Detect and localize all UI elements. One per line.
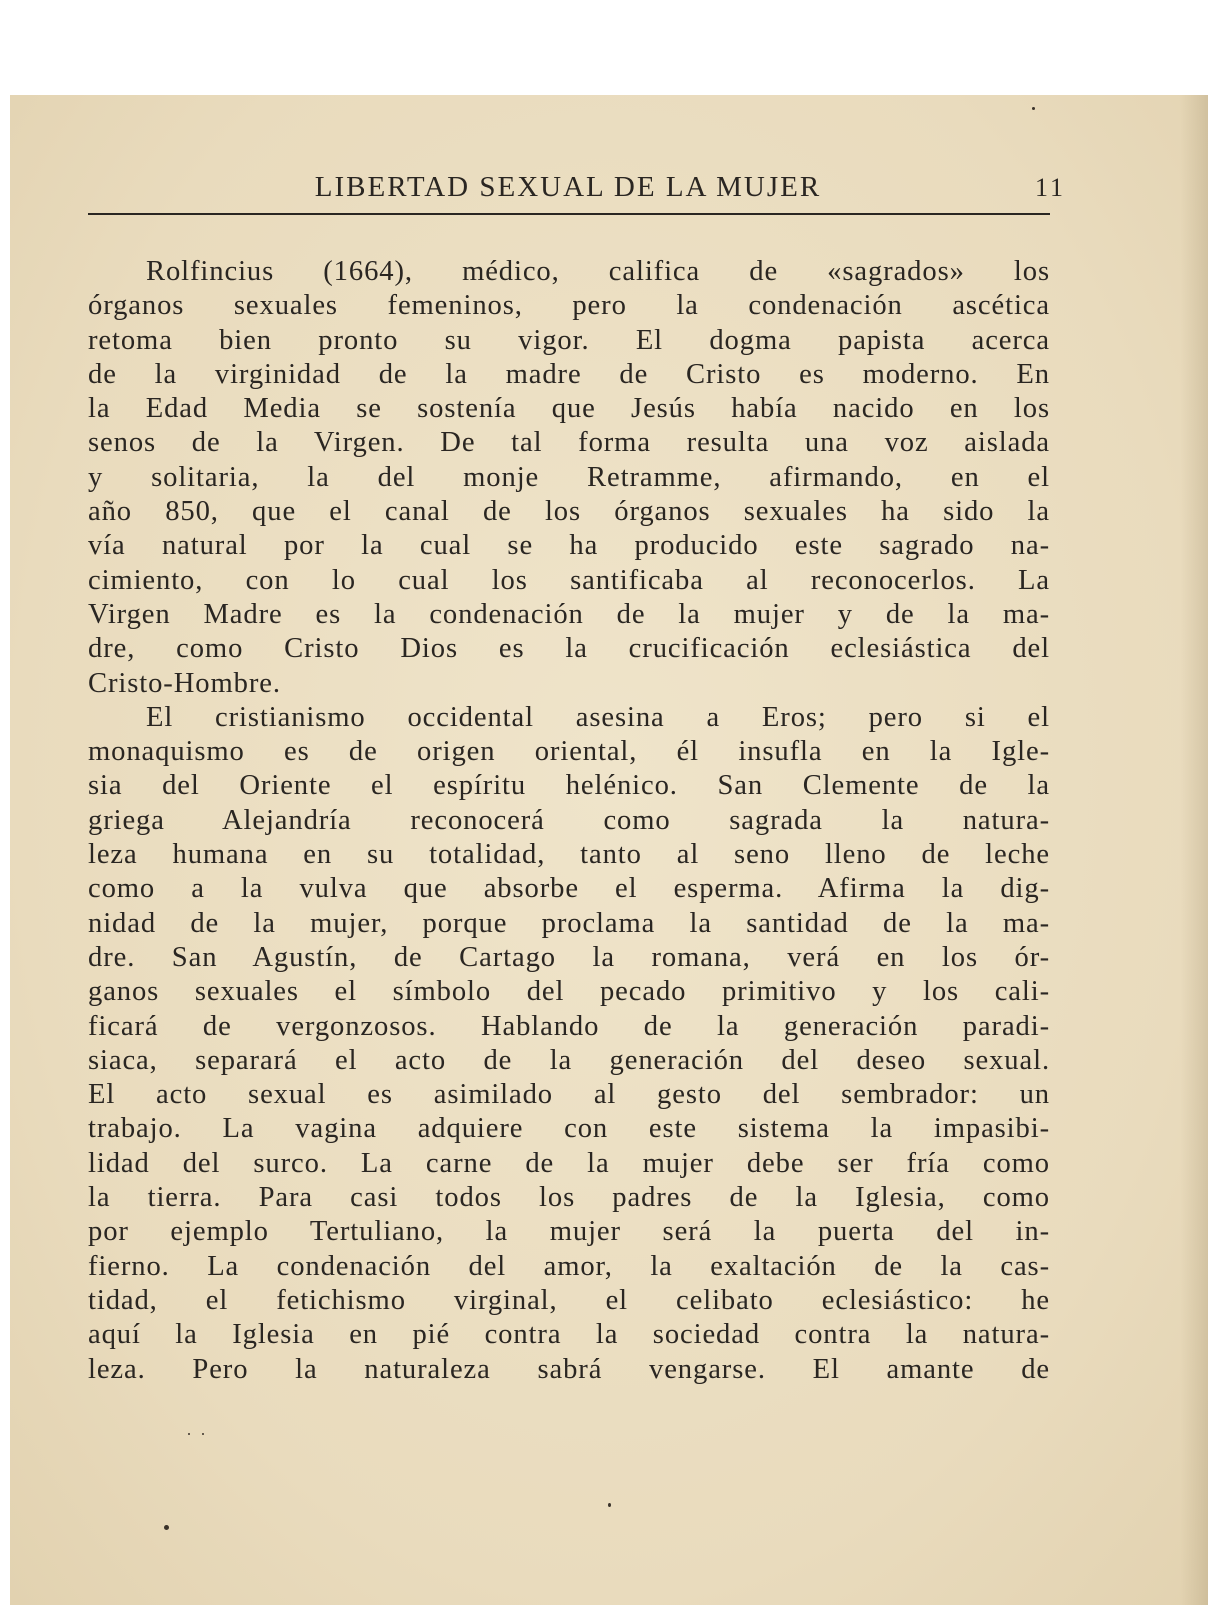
text-line: nidad de la mujer, porque proclama la santidad de la ma- bbox=[88, 907, 1050, 939]
text-line: dre. San Agustín, de Cartago la romana, verá en los ór- bbox=[88, 941, 1050, 973]
text-line: por ejemplo Tertuliano, la mujer será la puerta del in- bbox=[88, 1216, 1050, 1248]
text-line: órganos sexuales femeninos, pero la condenación ascética bbox=[88, 290, 1050, 322]
ink-speck bbox=[188, 1433, 190, 1435]
ink-speck bbox=[608, 1503, 611, 1507]
text-line: El cristianismo occidental asesina a Eros; pero si el bbox=[146, 701, 1050, 733]
page-number: 11 bbox=[1034, 173, 1066, 202]
text-line: como a la vulva que absorbe el esperma. Afirma la dig- bbox=[88, 873, 1050, 905]
text-line: cimiento, con lo cual los santificaba al reconocerlos. La bbox=[88, 564, 1050, 596]
text-line: trabajo. La vagina adquiere con este sistema la impasibi- bbox=[88, 1113, 1050, 1145]
text-line: año 850, que el canal de los órganos sexuales ha sido la bbox=[88, 496, 1050, 528]
text-line: leza. Pero la naturaleza sabrá vengarse. El amante de bbox=[88, 1353, 1050, 1385]
text-line: y solitaria, la del monje Retramme, afirmando, en el bbox=[88, 461, 1050, 493]
page-header bbox=[88, 167, 1088, 211]
text-line: ficará de vergonzosos. Hablando de la generación paradi- bbox=[88, 1010, 1050, 1042]
ink-speck bbox=[1032, 107, 1035, 110]
text-line: la tierra. Para casi todos los padres de la Iglesia, como bbox=[88, 1182, 1050, 1214]
paragraph bbox=[88, 701, 1050, 1387]
text-line: aquí la Iglesia en pié contra la sociedad contra la natura- bbox=[88, 1319, 1050, 1351]
text-line: vía natural por la cual se ha producido este sagrado na- bbox=[88, 530, 1050, 562]
text-line: leza humana en su totalidad, tanto al seno lleno de leche bbox=[88, 839, 1050, 871]
ink-speck bbox=[202, 1433, 204, 1435]
header-rule bbox=[88, 213, 1050, 215]
text-line: monaquismo es de origen oriental, él insufla en la Igle- bbox=[88, 736, 1050, 768]
text-line: Rolfincius (1664), médico, califica de «sagrados» los bbox=[146, 256, 1050, 287]
paragraph bbox=[88, 255, 1050, 701]
text-line: retoma bien pronto su vigor. El dogma papista acerca bbox=[88, 324, 1050, 356]
text-line: lidad del surco. La carne de la mujer debe ser fría como bbox=[88, 1147, 1050, 1179]
text-line: tidad, el fetichismo virginal, el celibato eclesiástico: he bbox=[88, 1284, 1050, 1316]
ink-speck bbox=[164, 1525, 169, 1530]
body-text bbox=[88, 255, 1050, 1387]
text-line: ganos sexuales el símbolo del pecado primitivo y los cali- bbox=[88, 976, 1050, 1008]
text-line: de la virginidad de la madre de Cristo es moderno. En bbox=[88, 358, 1050, 390]
text-line: dre, como Cristo Dios es la crucificación eclesiástica del bbox=[88, 633, 1050, 665]
running-title: LIBERTAD SEXUAL DE LA MUJER bbox=[314, 171, 822, 203]
text-line: El acto sexual es asimilado al gesto del sembrador: un bbox=[88, 1079, 1050, 1111]
book-page bbox=[10, 95, 1208, 1605]
text-line: siaca, separará el acto de la generación del deseo sexual. bbox=[88, 1044, 1050, 1076]
text-line: sia del Oriente el espíritu helénico. San Clemente de la bbox=[88, 770, 1050, 802]
text-line: la Edad Media se sostenía que Jesús había nacido en los bbox=[88, 393, 1050, 425]
text-line: Cristo-Hombre. bbox=[88, 667, 281, 699]
text-line: griega Alejandría reconocerá como sagrada la natura- bbox=[88, 804, 1050, 836]
text-line: Virgen Madre es la condenación de la mujer y de la ma- bbox=[88, 598, 1050, 630]
text-line: senos de la Virgen. De tal forma resulta una voz aislada bbox=[88, 427, 1050, 459]
text-line: fierno. La condenación del amor, la exaltación de la cas- bbox=[88, 1250, 1050, 1282]
